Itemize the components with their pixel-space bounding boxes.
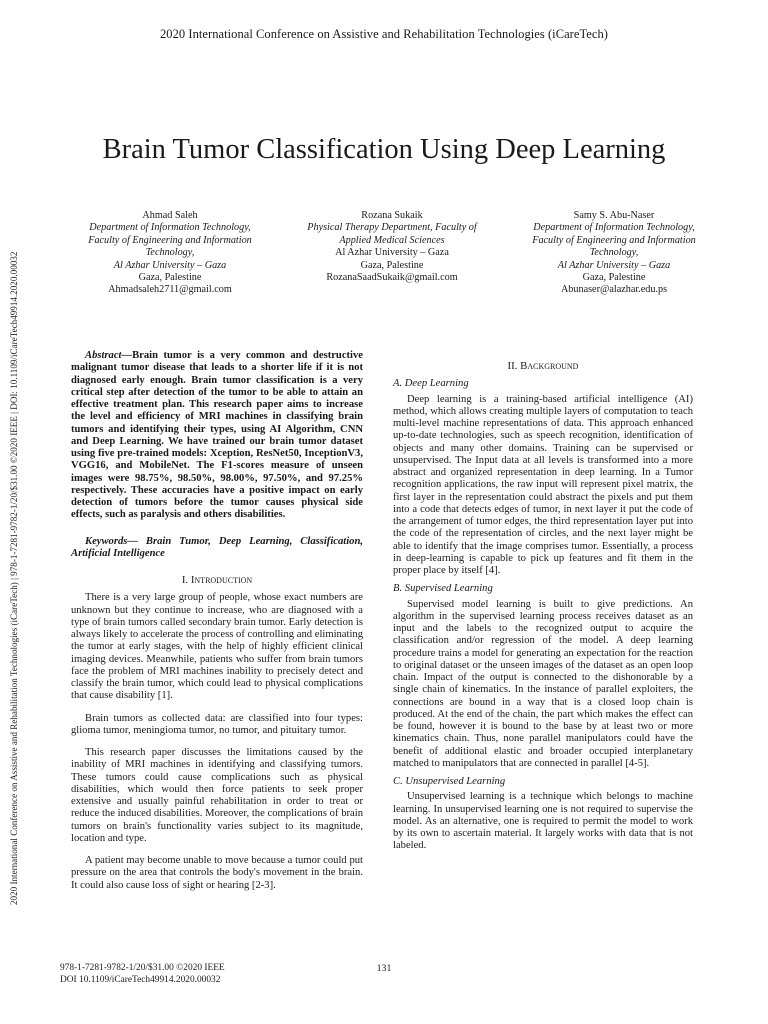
subsection-heading-deep-learning xyxy=(393,378,693,390)
author-location: Gaza, Palestine xyxy=(582,272,646,284)
footer-doi: DOI 10.1109/iCareTech49914.2020.00032 xyxy=(60,974,221,985)
author-university: Al Azhar University – Gaza xyxy=(335,247,449,259)
author-affiliation: Physical Therapy Department, Faculty of xyxy=(307,222,477,234)
abstract-label: Abstract xyxy=(85,350,122,361)
intro-paragraph: Brain tumors as collected data: are classified into four types: glioma tumor, meningioma tumor, no tumor, and pituitary tumor. xyxy=(71,712,363,736)
intro-paragraph: This research paper discusses the limitations caused by the inability of MRI machines in identifying and classifying tumors. These tumors could cause complications such as physical disabilities, which would then force patients to seek proper extensive and usually painful rehabilitation in order to treat or reduce the induced disabilities. Moreover, the complications of brain tumors on brain's functionality varies subject to its magnitude, location and type. xyxy=(71,747,363,844)
subsection-title: Unsupervised Learning xyxy=(405,776,506,787)
author-affiliation: Technology, xyxy=(589,247,639,259)
author-location: Gaza, Palestine xyxy=(360,259,424,271)
section-heading-introduction xyxy=(71,574,363,586)
author-email[interactable]: Ahmadsaleh2711@gmail.com xyxy=(108,284,232,296)
author-university: Al Azhar University – Gaza xyxy=(113,259,227,271)
author-name: Samy S. Abu-Naser xyxy=(573,210,655,221)
supervised-paragraph: Supervised model learning is built to give predictions. An algorithm in the supervised learning process receives dataset as an input and the labels to the recognized output to acquire the classification and/or regression of the model. A deep learning procedure trains a model for generating an expectation for the reaction to original dataset or the unseen images of the dataset as an open loop chain. Impact of the output is connected to the dishonorable by a single chain of kinematics. In the instance of parallel exploiters, the connections are bound in a way that is a closed loop chain is produced. At the end of the chain, the part which makes the effect can be found, however it is bound to the base by at least two or more kinematics chain. Thus, none parallel manipulators could have the benefit of additional elastic and broader occupied interplanetary matched to manipulators that are connected in parallel [4-5]. xyxy=(393,598,693,769)
paper-title: Brain Tumor Classification Using Deep Learning xyxy=(102,134,666,165)
footer-isbn: 978-1-7281-9782-1/20/$31.00 ©2020 IEEE xyxy=(60,963,225,973)
side-doi-strip: 2020 International Conference on Assistive and Rehabilitation Technologies (iCareTech) | 978-1-7281-9782-1/20/$31.00 ©2020 IEEE | DOI: 10.1109/iCareTech49914.2020.00032 xyxy=(9,251,19,905)
author-university: Al Azhar University – Gaza xyxy=(557,259,671,271)
abstract: Abstract—Brain tumor is a very common and destructive malignant tumor disease that leads to a shorter life if it is not diagnosed early enough. Brain tumor classification is a very critical step after detection of the tumor to be able to attain an effective treatment plan. This research paper aims to increase the level and efficiency of MRI machines in classifying brain tumors and identifying their types, using AI Algorithm, CNN and Deep Learning. We have trained our brain tumor dataset using five pre-trained models: Xception, ResNet50, InceptionV3, VGG16, and MobileNet. The F1-scores measure of unseen images were 98.75%, 98.50%, 98.00%, 97.50%, and 97.25% respectively. These accuracies have a positive impact on early detection of tumors before the tumor causes physical side effects, such as paralysis and others disabilities. xyxy=(71,350,363,521)
intro-paragraph: A patient may become unable to move because a tumor could put pressure on the area that controls the body's movement in the brain. It could also cause loss of sight or hearing [2-3]. xyxy=(71,855,363,891)
author-name: Rozana Sukaik xyxy=(361,210,423,221)
author-email[interactable]: RozanaSaadSukaik@gmail.com xyxy=(326,272,458,284)
subsection-label: A. xyxy=(393,378,403,390)
right-column xyxy=(393,350,693,859)
deep-learning-paragraph: Deep learning is a training-based artificial intelligence (AI) method, which allows creating multiple layers of computation to teach multi-level machine representations of data. This approach enhanced up-to-date technologies, such as speech recognition, identification of objects and many other domains. Training can be supervised or unsupervised. The Input data at all levels is transformed into a more abstract and organized representation in deep learning. In a Tumor recognition applications, the raw input will represent pixel matrix, the first layer in the representation could abstract the pixels and put them into a code that detects edges of tumor, in next layer it put the code of the arrangement of tumor edges, the third representation layer put into the code of the representation of circles, and the next layer might be able to identify that the image comprises tumor. Essentially, a process in deep-learning is capable to pick up features and fit them in the proper place by itself [4]. xyxy=(393,393,693,576)
left-column xyxy=(71,350,363,902)
unsupervised-paragraph: Unsupervised learning is a technique which belongs to machine learning. In unsupervised learning one is not required to supervise the model. As an alternative, one is required to permit the model to work by its own to ascertain material. It largely works with data that is not labeled. xyxy=(393,791,693,852)
subsection-label: B. xyxy=(393,583,403,595)
author-3 xyxy=(504,210,724,297)
subsection-title: Deep Learning xyxy=(404,378,469,390)
author-2 xyxy=(282,210,502,284)
keywords-label: Keywords— xyxy=(85,535,138,547)
subsection-heading-supervised xyxy=(393,583,693,595)
keywords-text: Brain Tumor, Deep Learning, Classification, Artificial Intelligence xyxy=(71,535,363,559)
abstract-text: Brain tumor is a very common and destructive malignant tumor disease that leads to a shorter life if it is not diagnosed early enough. Brain tumor classification is a very critical step after detection of the tumor to be able to attain an effective treatment plan. This research paper aims to increase the level and efficiency of MRI machines in classifying brain tumors and identifying their types, using AI Algorithm, CNN and Deep Learning. We have trained our brain tumor dataset using five pre-trained models: Xception, ResNet50, InceptionV3, VGG16, and MobileNet. The F1-scores measure of unseen images were 98.75%, 98.50%, 98.00%, 97.50%, and 97.25% respectively. These accuracies have a positive impact on early detection of tumors before the tumor causes physical side effects, such as paralysis and others disabilities. xyxy=(71,350,363,521)
section-number: II. xyxy=(507,360,518,372)
author-affiliation: Department of Information Technology, xyxy=(89,222,251,234)
author-affiliation: Faculty of Engineering and Information xyxy=(88,234,252,246)
subsection-title: Supervised Learning xyxy=(404,583,493,595)
intro-paragraph: There is a very large group of people, whose exact numbers are unknown but they continue to increase, who are diagnosed with a type of brain tumors called secondary brain tumor. Early detection is always likely to accelerate the process of controlling and eliminating the tumor at early stages, with the help of highly efficient clinical imaging devices. Meanwhile, patients who suffer from brain tumors face the problem of MRI machines inability to precisely detect and classify the brain tumor, which could lead to physical complications that cause disability [1]. xyxy=(71,592,363,702)
page-number: 131 xyxy=(376,963,392,974)
author-affiliation: Faculty of Engineering and Information xyxy=(532,234,696,246)
keywords xyxy=(71,536,363,561)
author-name: Ahmad Saleh xyxy=(142,210,198,221)
author-affiliation: Department of Information Technology, xyxy=(533,222,695,234)
author-email[interactable]: Abunaser@alazhar.edu.ps xyxy=(560,284,668,296)
subsection-label: C. xyxy=(393,776,403,787)
section-number: I. xyxy=(181,574,189,586)
author-1 xyxy=(60,210,280,297)
author-affiliation: Technology, xyxy=(145,247,195,259)
author-block xyxy=(60,210,720,305)
section-heading-background xyxy=(393,360,693,372)
subsection-heading-unsupervised xyxy=(393,776,693,788)
author-affiliation: Applied Medical Sciences xyxy=(339,234,445,246)
conference-header: 2020 International Conference on Assistive and Rehabilitation Technologies (iCareTech) xyxy=(159,27,609,41)
section-title: Background xyxy=(520,360,579,372)
author-location: Gaza, Palestine xyxy=(138,272,202,284)
section-title: Introduction xyxy=(190,574,253,586)
